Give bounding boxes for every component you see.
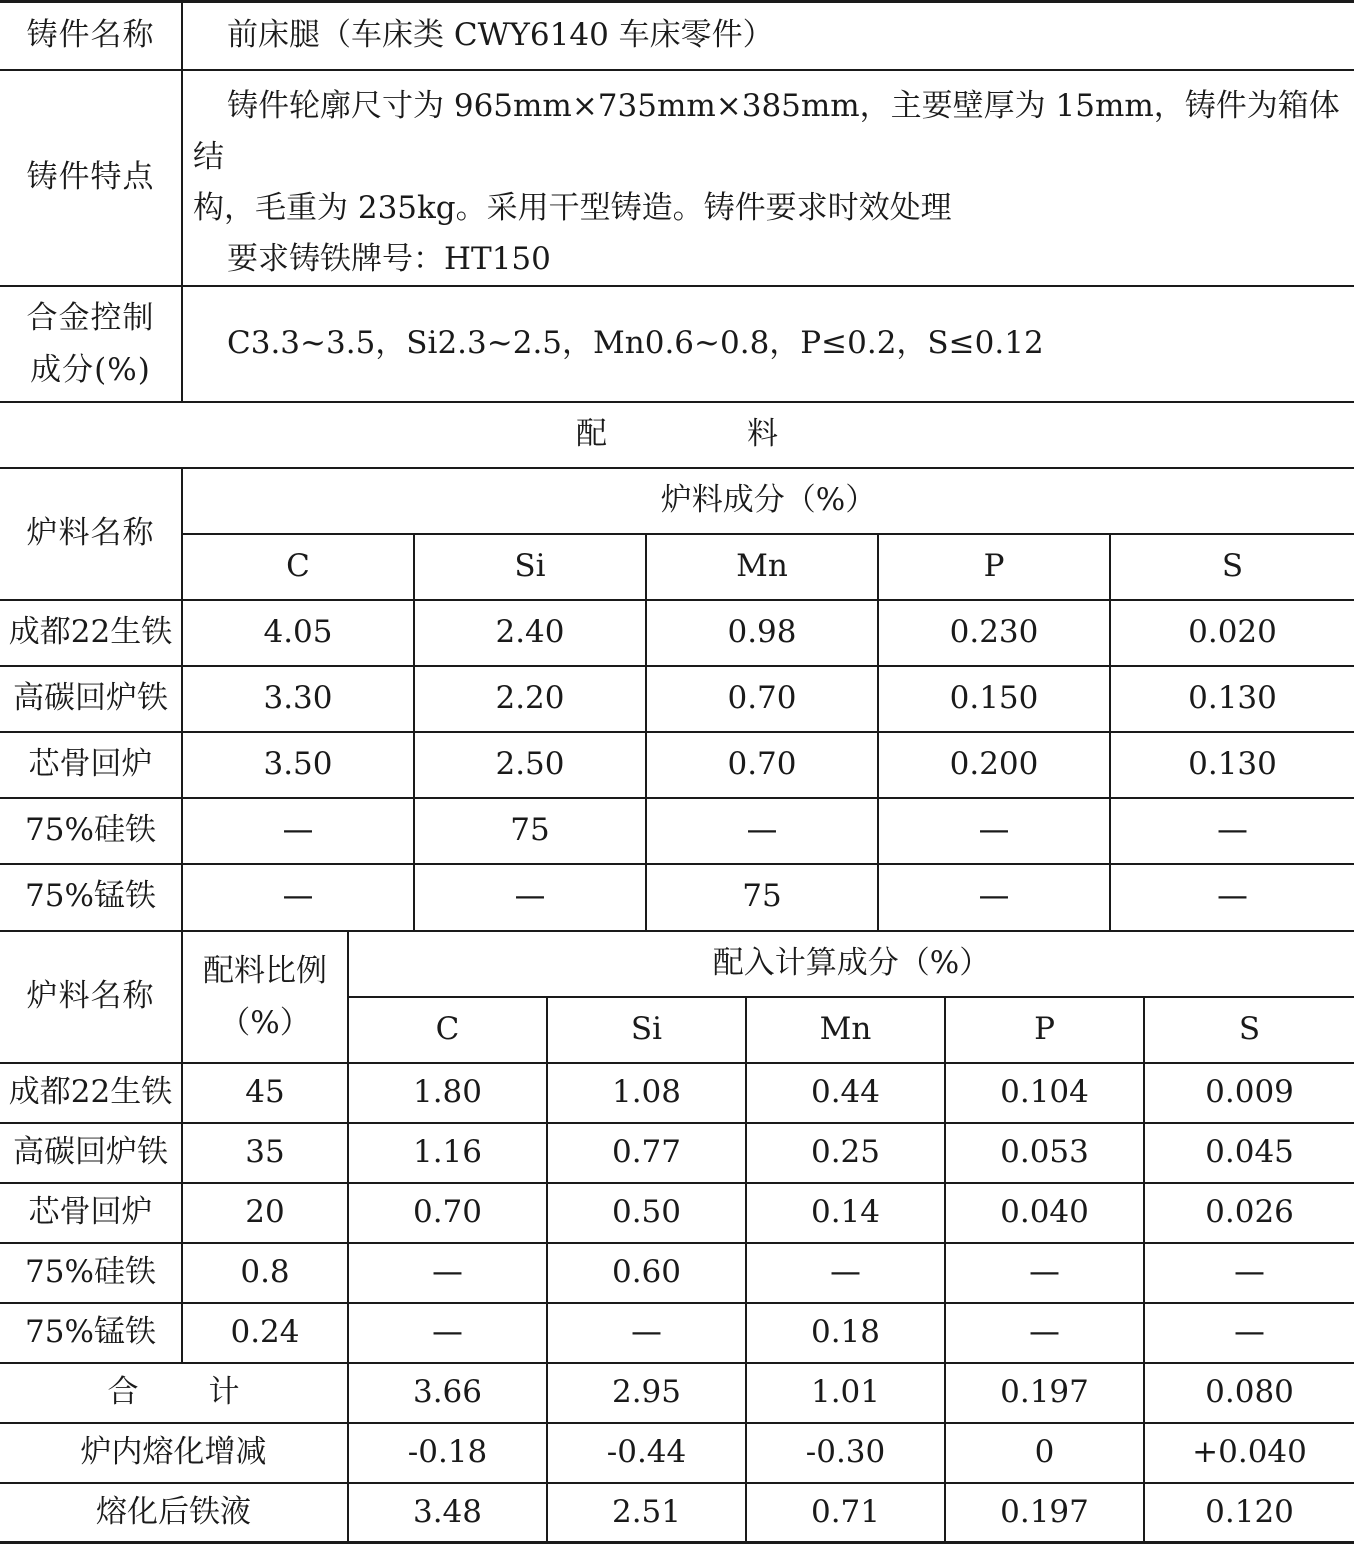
charge-row-name: 75%锰铁 bbox=[0, 864, 182, 930]
cell-mn: 0.70 bbox=[646, 666, 878, 732]
alloy-label-line-1: 合金控制 bbox=[0, 292, 181, 344]
cell-p: 0.053 bbox=[945, 1123, 1144, 1183]
cell-mn: 0.70 bbox=[646, 732, 878, 798]
calc-row-name: 75%硅铁 bbox=[0, 1243, 182, 1303]
cell-c: — bbox=[182, 864, 414, 930]
casting-name-value: 前床腿（车床类 CWY6140 车床零件） bbox=[182, 2, 1354, 70]
ratio-header-line-2: （%） bbox=[183, 997, 347, 1049]
cell-p: 0.197 bbox=[945, 1483, 1144, 1543]
casting-features-row bbox=[0, 70, 1354, 286]
cell-p: 0.104 bbox=[945, 1063, 1144, 1123]
cell-p: 0.230 bbox=[878, 600, 1110, 666]
calc-col-si: Si bbox=[547, 997, 746, 1063]
alloy-control-value: C3.3~3.5，Si2.3~2.5，Mn0.6~0.8，P≤0.2，S≤0.12 bbox=[182, 286, 1354, 402]
cell-si: — bbox=[547, 1303, 746, 1363]
cell-s: 0.130 bbox=[1110, 666, 1354, 732]
charge-row-name: 芯骨回炉 bbox=[0, 732, 182, 798]
alloy-control-row bbox=[0, 286, 1354, 402]
alloy-label-line-2: 成分(%) bbox=[0, 344, 181, 396]
charge-row-name: 高碳回炉铁 bbox=[0, 666, 182, 732]
cell-s: 0.080 bbox=[1144, 1363, 1354, 1423]
cell-s: 0.045 bbox=[1144, 1123, 1354, 1183]
charge-name-header: 炉料名称 bbox=[0, 468, 182, 600]
table-row bbox=[0, 798, 1354, 864]
cell-s: 0.020 bbox=[1110, 600, 1354, 666]
cell-p: 0.040 bbox=[945, 1183, 1144, 1243]
charge-col-si: Si bbox=[414, 534, 646, 600]
charge-row-name: 75%硅铁 bbox=[0, 798, 182, 864]
cell-p: 0.197 bbox=[945, 1363, 1144, 1423]
cell-si: 0.60 bbox=[547, 1243, 746, 1303]
molten-iron-label: 熔化后铁液 bbox=[0, 1483, 348, 1543]
cell-s: — bbox=[1110, 798, 1354, 864]
cell-si: 1.08 bbox=[547, 1063, 746, 1123]
cell-si: 2.51 bbox=[547, 1483, 746, 1543]
cell-mn: 1.01 bbox=[746, 1363, 945, 1423]
table-row bbox=[0, 1243, 1354, 1303]
charge-col-p: P bbox=[878, 534, 1110, 600]
charge-col-s: S bbox=[1110, 534, 1354, 600]
casting-features-text bbox=[182, 70, 1354, 286]
cell-c: 3.48 bbox=[348, 1483, 547, 1543]
charge-col-c: C bbox=[182, 534, 414, 600]
features-line-1: 铸件轮廓尺寸为 965mm×735mm×385mm，主要壁厚为 15mm，铸件为箱体结 bbox=[193, 88, 1340, 175]
ratio-header-line-1: 配料比例 bbox=[183, 945, 347, 997]
cell-s: — bbox=[1144, 1243, 1354, 1303]
charge-header-row-1 bbox=[0, 468, 1354, 534]
cell-p: — bbox=[878, 864, 1110, 930]
cell-p: — bbox=[878, 798, 1110, 864]
cell-mn: 75 bbox=[646, 864, 878, 930]
cell-p: — bbox=[945, 1303, 1144, 1363]
cell-si: 0.77 bbox=[547, 1123, 746, 1183]
calc-col-mn: Mn bbox=[746, 997, 945, 1063]
cell-s: +0.040 bbox=[1144, 1423, 1354, 1483]
cell-p: 0.150 bbox=[878, 666, 1110, 732]
calc-row-name: 成都22生铁 bbox=[0, 1063, 182, 1123]
charge-header-row-2 bbox=[0, 534, 1354, 600]
casting-name-row bbox=[0, 2, 1354, 70]
calc-col-c: C bbox=[348, 997, 547, 1063]
calc-col-p: P bbox=[945, 997, 1144, 1063]
casting-features-label: 铸件特点 bbox=[0, 70, 182, 286]
cell-mn: 0.18 bbox=[746, 1303, 945, 1363]
total-label: 合计 bbox=[0, 1363, 348, 1423]
calc-col-s: S bbox=[1144, 997, 1354, 1063]
casting-name-label: 铸件名称 bbox=[0, 2, 182, 70]
cell-si: 2.20 bbox=[414, 666, 646, 732]
cell-si: — bbox=[414, 864, 646, 930]
charge-col-mn: Mn bbox=[646, 534, 878, 600]
alloy-control-label bbox=[0, 286, 182, 402]
cell-mn: — bbox=[746, 1243, 945, 1303]
batching-title: 配料 bbox=[0, 402, 1354, 468]
calculated-composition-table bbox=[0, 930, 1354, 1544]
cell-c: 4.05 bbox=[182, 600, 414, 666]
cell-mn: 0.98 bbox=[646, 600, 878, 666]
cell-c: 3.50 bbox=[182, 732, 414, 798]
calc-composition-header: 配入计算成分（%） bbox=[348, 931, 1354, 997]
cell-c: 0.70 bbox=[348, 1183, 547, 1243]
cell-c: 1.16 bbox=[348, 1123, 547, 1183]
calc-header-row-1 bbox=[0, 931, 1354, 997]
melt-change-label: 炉内熔化增减 bbox=[0, 1423, 348, 1483]
summary-row-melt-change bbox=[0, 1423, 1354, 1483]
cell-si: 2.40 bbox=[414, 600, 646, 666]
cell-c: — bbox=[348, 1243, 547, 1303]
table-row bbox=[0, 666, 1354, 732]
cell-mn: 0.14 bbox=[746, 1183, 945, 1243]
cell-p: 0 bbox=[945, 1423, 1144, 1483]
table-row bbox=[0, 864, 1354, 930]
calc-row-ratio: 35 bbox=[182, 1123, 348, 1183]
cell-s: 0.130 bbox=[1110, 732, 1354, 798]
calc-row-ratio: 20 bbox=[182, 1183, 348, 1243]
calc-row-name: 75%锰铁 bbox=[0, 1303, 182, 1363]
calc-row-ratio: 0.24 bbox=[182, 1303, 348, 1363]
cell-s: — bbox=[1144, 1303, 1354, 1363]
charge-row-name: 成都22生铁 bbox=[0, 600, 182, 666]
cell-si: 2.95 bbox=[547, 1363, 746, 1423]
cell-c: — bbox=[182, 798, 414, 864]
charge-composition-header: 炉料成分（%） bbox=[182, 468, 1354, 534]
cell-s: 0.120 bbox=[1144, 1483, 1354, 1543]
cell-s: — bbox=[1110, 864, 1354, 930]
cell-mn: 0.71 bbox=[746, 1483, 945, 1543]
cell-mn: 0.44 bbox=[746, 1063, 945, 1123]
cell-mn: 0.25 bbox=[746, 1123, 945, 1183]
cell-mn: — bbox=[646, 798, 878, 864]
batching-title-row bbox=[0, 402, 1354, 468]
cell-s: 0.009 bbox=[1144, 1063, 1354, 1123]
cell-c: — bbox=[348, 1303, 547, 1363]
calc-row-name: 高碳回炉铁 bbox=[0, 1123, 182, 1183]
table-row bbox=[0, 732, 1354, 798]
table-row bbox=[0, 1303, 1354, 1363]
features-line-2: 构，毛重为 235kg。采用干型铸造。铸件要求时效处理 bbox=[193, 190, 952, 226]
summary-row-total bbox=[0, 1363, 1354, 1423]
calc-row-ratio: 0.8 bbox=[182, 1243, 348, 1303]
cell-c: 3.66 bbox=[348, 1363, 547, 1423]
cell-p: 0.200 bbox=[878, 732, 1110, 798]
calc-name-header: 炉料名称 bbox=[0, 931, 182, 1063]
cell-si: 0.50 bbox=[547, 1183, 746, 1243]
table-row bbox=[0, 600, 1354, 666]
table-row bbox=[0, 1123, 1354, 1183]
table-row bbox=[0, 1183, 1354, 1243]
cell-si: 75 bbox=[414, 798, 646, 864]
calc-ratio-header bbox=[182, 931, 348, 1063]
cell-si: -0.44 bbox=[547, 1423, 746, 1483]
cell-c: 1.80 bbox=[348, 1063, 547, 1123]
cell-s: 0.026 bbox=[1144, 1183, 1354, 1243]
cell-p: — bbox=[945, 1243, 1144, 1303]
calc-row-name: 芯骨回炉 bbox=[0, 1183, 182, 1243]
features-line-3: 要求铸铁牌号：HT150 bbox=[227, 241, 551, 277]
cell-si: 2.50 bbox=[414, 732, 646, 798]
cell-mn: -0.30 bbox=[746, 1423, 945, 1483]
cell-c: 3.30 bbox=[182, 666, 414, 732]
table-row bbox=[0, 1063, 1354, 1123]
cell-c: -0.18 bbox=[348, 1423, 547, 1483]
calc-row-ratio: 45 bbox=[182, 1063, 348, 1123]
